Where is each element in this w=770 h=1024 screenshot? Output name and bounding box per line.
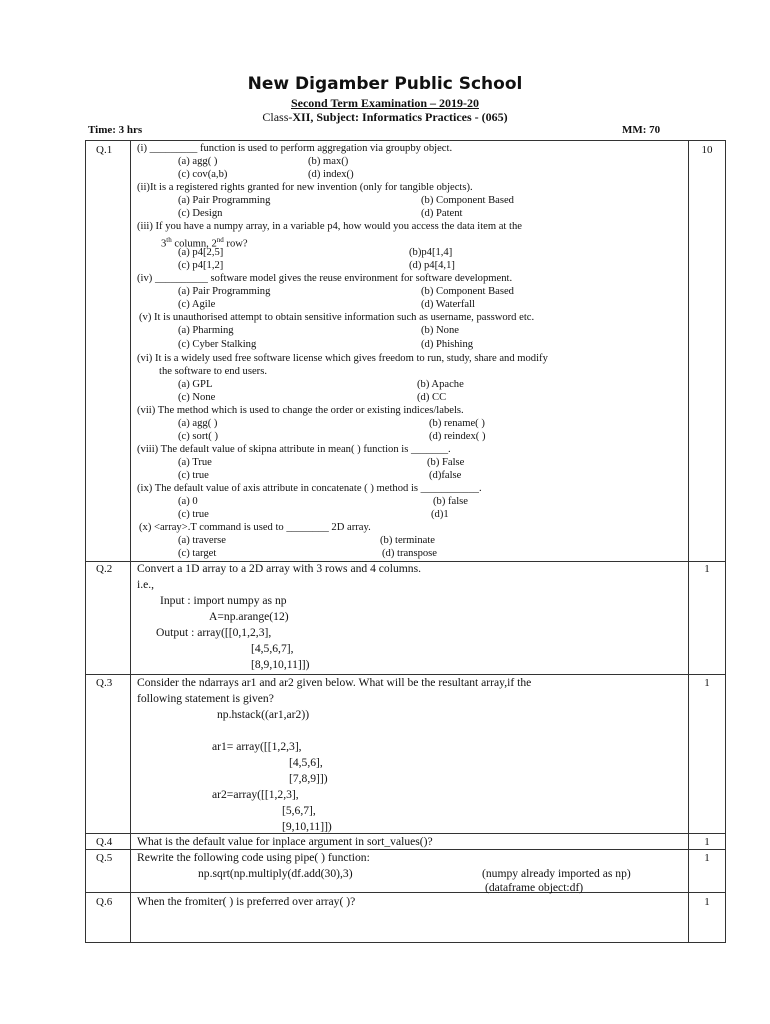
q2-code: Output : array([[0,1,2,3], bbox=[156, 626, 272, 639]
q1-option: (a) Pair Programming bbox=[178, 195, 271, 206]
question-marks: 10 bbox=[701, 144, 713, 156]
q2-code: [8,9,10,11]]) bbox=[251, 658, 310, 671]
q1-option: (d)1 bbox=[431, 509, 449, 520]
q1-option: (c) true bbox=[178, 509, 209, 520]
q2-text: i.e., bbox=[137, 578, 155, 591]
q1-option: (b) False bbox=[427, 457, 465, 468]
q1-part-stem: (vii) The method which is used to change the order or existing indices/labels. bbox=[137, 405, 464, 416]
q1-part-stem: (vi) It is a widely used free software license which gives freedom to run, study, share and modify bbox=[137, 353, 548, 364]
row-divider bbox=[86, 892, 725, 893]
q1-option: (b) None bbox=[421, 325, 459, 336]
q1-option: (c) sort( ) bbox=[178, 431, 219, 442]
row-divider bbox=[86, 849, 725, 850]
q1-option: (a) Pharming bbox=[178, 325, 234, 336]
q1-option: (d) CC bbox=[417, 392, 447, 403]
q1-option: (c) target bbox=[178, 548, 217, 559]
q1-part-stem: (viii) The default value of skipna attribute in mean( ) function is _______. bbox=[137, 444, 451, 455]
row-divider bbox=[86, 833, 725, 834]
q1-stem-sup: th bbox=[166, 236, 172, 244]
class-prefix: Class- bbox=[262, 110, 293, 124]
q1-stem-text: 3 bbox=[161, 238, 167, 250]
q1-part-stem-cont: the software to end users. bbox=[159, 366, 267, 377]
q3-code: ar2=array([[1,2,3], bbox=[212, 788, 299, 801]
q5-note: (numpy already imported as np) bbox=[482, 867, 631, 880]
question-number: Q.6 bbox=[96, 896, 113, 908]
q1-option: (c) Agile bbox=[178, 299, 216, 310]
q3-text: Consider the ndarrays ar1 and ar2 given below. What will be the resultant array,if the bbox=[137, 676, 532, 689]
q2-code: [4,5,6,7], bbox=[251, 642, 294, 655]
col-divider-number bbox=[130, 141, 131, 942]
q1-part-stem: (v) It is unauthorised attempt to obtain sensitive information such as username, password etc. bbox=[139, 312, 535, 323]
class-subject bbox=[0, 110, 770, 125]
q1-part-stem: (ii)It is a registered rights granted for new invention (only for tangible objects). bbox=[137, 182, 473, 193]
question-number: Q.2 bbox=[96, 563, 113, 575]
q1-option: (c) Cyber Stalking bbox=[178, 339, 257, 350]
q1-option: (c) p4[1,2] bbox=[178, 260, 224, 271]
q1-option: (d) transpose bbox=[382, 548, 438, 559]
q1-option: (a) p4[2,5] bbox=[178, 247, 224, 258]
q3-text: following statement is given? bbox=[137, 692, 274, 705]
q1-option: (a) 0 bbox=[178, 496, 198, 507]
q5-note: (dataframe object:df) bbox=[485, 881, 584, 894]
q1-option: (b) false bbox=[433, 496, 468, 507]
q1-option: (a) traverse bbox=[178, 535, 226, 546]
q1-option: (b) max() bbox=[308, 156, 349, 167]
question-marks: 1 bbox=[704, 836, 710, 848]
q1-option: (b) terminate bbox=[380, 535, 436, 546]
q1-part-stem: (x) <array>.T command is used to ________ 2D array. bbox=[139, 522, 371, 533]
q1-option: (a) agg( ) bbox=[178, 156, 218, 167]
q1-part-stem: (i) _________ function is used to perform aggregation via groupby object. bbox=[137, 143, 453, 154]
q3-code: [7,8,9]]) bbox=[289, 772, 328, 785]
q1-option: (b) Component Based bbox=[421, 286, 514, 297]
q4-text: What is the default value for inplace argument in sort_values()? bbox=[137, 835, 433, 848]
q1-option: (c) None bbox=[178, 392, 216, 403]
max-marks: MM: 70 bbox=[622, 124, 661, 136]
q1-option: (b) rename( ) bbox=[429, 418, 485, 429]
question-marks: 1 bbox=[704, 896, 710, 908]
time-allowed: Time: 3 hrs bbox=[88, 124, 143, 136]
question-table bbox=[85, 140, 726, 943]
q1-part-stem: (iv) __________ software model gives the reuse environment for software development. bbox=[137, 273, 513, 284]
q1-option: (c) cov(a,b) bbox=[178, 169, 228, 180]
q5-code: np.sqrt(np.multiply(df.add(30),3) bbox=[198, 867, 353, 880]
q1-option: (a) agg( ) bbox=[178, 418, 218, 429]
question-number: Q.5 bbox=[96, 852, 113, 864]
q1-part-stem: (iii) If you have a numpy array, in a variable p4, how would you access the data item at the bbox=[137, 221, 522, 232]
q1-option: (d) Patent bbox=[421, 208, 463, 219]
q3-code: [4,5,6], bbox=[289, 756, 323, 769]
question-marks: 1 bbox=[704, 852, 710, 864]
class-subject-rest: XII, Subject: Informatics Practices - (065) bbox=[292, 110, 508, 124]
q3-code: np.hstack((ar1,ar2)) bbox=[217, 708, 310, 721]
col-divider-marks bbox=[688, 141, 689, 942]
q1-option: (a) Pair Programming bbox=[178, 286, 271, 297]
question-number: Q.3 bbox=[96, 677, 113, 689]
q1-option: (a) GPL bbox=[178, 379, 213, 390]
q1-option: (d) reindex( ) bbox=[429, 431, 486, 442]
q1-option: (d) Waterfall bbox=[421, 299, 475, 310]
q5-text: Rewrite the following code using pipe( ) function: bbox=[137, 851, 370, 864]
q1-stem-text: column, 2 bbox=[171, 238, 217, 250]
q2-code: A=np.arange(12) bbox=[209, 610, 289, 623]
q1-option: (b) Component Based bbox=[421, 195, 514, 206]
q1-option: (d) index() bbox=[308, 169, 354, 180]
q6-text: When the fromiter( ) is preferred over array( )? bbox=[137, 895, 356, 908]
q1-option: (d)false bbox=[429, 470, 462, 481]
q3-code: [5,6,7], bbox=[282, 804, 316, 817]
q2-text: Convert a 1D array to a 2D array with 3 rows and 4 columns. bbox=[137, 562, 421, 575]
q1-part-stem: (ix) The default value of axis attribute in concatenate ( ) method is ___________. bbox=[137, 483, 482, 494]
q1-option: (c) true bbox=[178, 470, 209, 481]
q2-code: Input : import numpy as np bbox=[160, 594, 287, 607]
q1-option: (a) True bbox=[178, 457, 212, 468]
q3-code: ar1= array([[1,2,3], bbox=[212, 740, 302, 753]
q1-option: (d) p4[4,1] bbox=[409, 260, 455, 271]
q1-stem-text: row? bbox=[223, 238, 248, 250]
question-marks: 1 bbox=[704, 677, 710, 689]
row-divider bbox=[86, 674, 725, 675]
question-marks: 1 bbox=[704, 563, 710, 575]
question-number: Q.1 bbox=[96, 144, 113, 156]
q1-option: (b)p4[1,4] bbox=[409, 247, 453, 258]
exam-title: Second Term Examination – 2019-20 bbox=[290, 96, 479, 110]
question-number: Q.4 bbox=[96, 836, 113, 848]
q3-code: [9,10,11]]) bbox=[282, 820, 332, 833]
q1-option: (b) Apache bbox=[417, 379, 464, 390]
q1-stem-sup: nd bbox=[216, 236, 224, 244]
school-name: New Digamber Public School bbox=[247, 74, 523, 94]
q1-option: (d) Phishing bbox=[421, 339, 474, 350]
q1-option: (c) Design bbox=[178, 208, 223, 219]
